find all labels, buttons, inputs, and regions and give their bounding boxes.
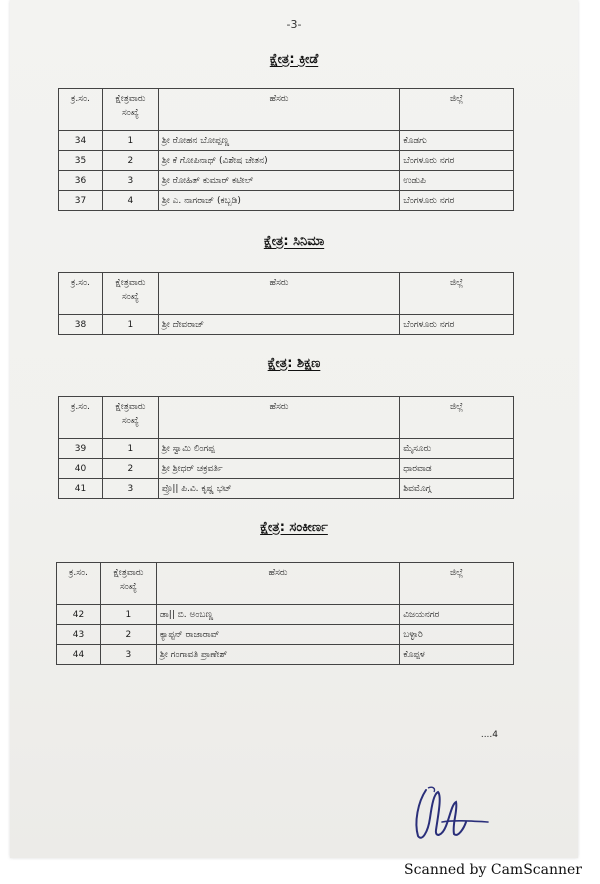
section-heading-miscellaneous: ಕ್ಷೇತ್ರ: ಸಂಕೀರ್ಣ: [260, 520, 328, 535]
cell-count: 1: [102, 439, 158, 459]
cell-count: 2: [100, 625, 156, 645]
header-name: ಹೆಸರು: [158, 397, 399, 439]
header-serial: ಕ್ರ.ಸಂ.: [59, 397, 103, 439]
header-name: ಹೆಸರು: [156, 563, 399, 605]
header-name: ಹೆಸರು: [158, 273, 399, 315]
table-header-row: [59, 89, 514, 131]
header-name: ಹೆಸರು: [158, 89, 399, 131]
table-row: [59, 151, 514, 171]
header-district: ಜಿಲ್ಲೆ: [400, 397, 514, 439]
camscanner-watermark: Scanned by CamScanner: [404, 862, 582, 878]
cell-count: 1: [102, 315, 158, 335]
table-miscellaneous: [56, 562, 514, 665]
cell-name: ಪ್ರೊ|| ಪಿ.ವಿ. ಕೃಷ್ಣ ಭಟ್: [158, 479, 399, 499]
cell-serial: 38: [59, 315, 103, 335]
cell-name: ಶ್ರೀ ದೇವರಾಜ್: [158, 315, 399, 335]
signature-icon: [408, 782, 498, 846]
header-field-count: ಕ್ಷೇತ್ರವಾರು ಸಂಖ್ಯೆ: [102, 397, 158, 439]
cell-district: ಶಿವಮೊಗ್ಗ: [400, 479, 514, 499]
cell-serial: 39: [59, 439, 103, 459]
cell-name: ಶ್ರೀ ಕೆ ಗೋಪಿನಾಥ್ (ವಿಶೇಷ ಚೇತನ): [158, 151, 399, 171]
table-header-row: [57, 563, 514, 605]
cell-serial: 43: [57, 625, 101, 645]
cell-count: 2: [102, 151, 158, 171]
table-row: [59, 479, 514, 499]
cell-name: ಕ್ಯಾಪ್ಟನ್ ರಾಜಾರಾವ್: [156, 625, 399, 645]
cell-district: ಬೆಂಗಳೂರು ನಗರ: [400, 315, 514, 335]
cell-count: 1: [100, 605, 156, 625]
table-header-row: [59, 397, 514, 439]
table-cinema: [58, 272, 514, 335]
cell-count: 3: [102, 171, 158, 191]
cell-serial: 40: [59, 459, 103, 479]
table-row: [59, 315, 514, 335]
table-row: [59, 191, 514, 211]
table-row: [59, 131, 514, 151]
cell-district: ಬೆಂಗಳೂರು ನಗರ: [400, 191, 514, 211]
cell-count: 2: [102, 459, 158, 479]
header-district: ಜಿಲ್ಲೆ: [400, 273, 514, 315]
table-row: [59, 171, 514, 191]
section-heading-cinema: ಕ್ಷೇತ್ರ: ಸಿನಿಮಾ: [263, 234, 325, 249]
cell-name: ಶ್ರೀ ರೋಹನ ಬೋಪ್ಪಣ್ಣ: [158, 131, 399, 151]
table-row: [57, 605, 514, 625]
cell-serial: 37: [59, 191, 103, 211]
table-education: [58, 396, 514, 499]
cell-district: ವಿಜಯನಗರ: [400, 605, 514, 625]
cell-name: ಶ್ರೀ ಗಂಗಾವತಿ ಪ್ರಾಣೇಶ್: [156, 645, 399, 665]
cell-district: ಕೊಪ್ಪಳ: [400, 645, 514, 665]
cell-district: ಧಾರವಾಡ: [400, 459, 514, 479]
cell-count: 4: [102, 191, 158, 211]
cell-count: 1: [102, 131, 158, 151]
page-number: -3-: [286, 18, 302, 31]
cell-name: ಶ್ರೀ ಸ್ವಾಮಿ ಲಿಂಗಪ್ಪ: [158, 439, 399, 459]
document-page: [10, 0, 578, 858]
cell-name: ಶ್ರೀ ಎ. ನಾಗರಾಜ್ (ಕಬ್ಬಡಿ): [158, 191, 399, 211]
cell-district: ಕೊಡಗು: [400, 131, 514, 151]
cell-serial: 41: [59, 479, 103, 499]
section-heading-education: ಕ್ಷೇತ್ರ: ಶಿಕ್ಷಣ: [267, 356, 321, 371]
cell-name: ಶ್ರೀ ರೋಹಿತ್ ಕುಮಾರ್ ಕಟೀಲ್: [158, 171, 399, 191]
header-district: ಜಿಲ್ಲೆ: [400, 89, 514, 131]
cell-name: ಡಾ|| ಬಿ. ಅಂಬಣ್ಣ: [156, 605, 399, 625]
table-sports: [58, 88, 514, 211]
section-heading-sports: ಕ್ಷೇತ್ರ: ಕ್ರೀಡೆ: [269, 52, 319, 67]
cell-serial: 44: [57, 645, 101, 665]
table-row: [57, 645, 514, 665]
header-serial: ಕ್ರ.ಸಂ.: [57, 563, 101, 605]
cell-serial: 34: [59, 131, 103, 151]
table-row: [57, 625, 514, 645]
cell-district: ಮೈಸೂರು: [400, 439, 514, 459]
header-district: ಜಿಲ್ಲೆ: [400, 563, 514, 605]
cell-serial: 42: [57, 605, 101, 625]
cell-count: 3: [100, 645, 156, 665]
header-field-count: ಕ್ಷೇತ್ರವಾರು ಸಂಖ್ಯೆ: [102, 273, 158, 315]
cell-district: ಬೆಂಗಳೂರು ನಗರ: [400, 151, 514, 171]
table-header-row: [59, 273, 514, 315]
table-row: [59, 439, 514, 459]
cell-district: ಉಡುಪಿ: [400, 171, 514, 191]
cell-serial: 35: [59, 151, 103, 171]
header-serial: ಕ್ರ.ಸಂ.: [59, 89, 103, 131]
table-row: [59, 459, 514, 479]
header-serial: ಕ್ರ.ಸಂ.: [59, 273, 103, 315]
continuation-marker: ....4: [480, 730, 498, 740]
header-field-count: ಕ್ಷೇತ್ರವಾರು ಸಂಖ್ಯೆ: [102, 89, 158, 131]
header-field-count: ಕ್ಷೇತ್ರವಾರು ಸಂಖ್ಯೆ: [100, 563, 156, 605]
cell-count: 3: [102, 479, 158, 499]
cell-name: ಶ್ರೀ ಶ್ರೀಧರ್ ಚಕ್ರವರ್ತಿ: [158, 459, 399, 479]
cell-district: ಬಳ್ಳಾರಿ: [400, 625, 514, 645]
cell-serial: 36: [59, 171, 103, 191]
